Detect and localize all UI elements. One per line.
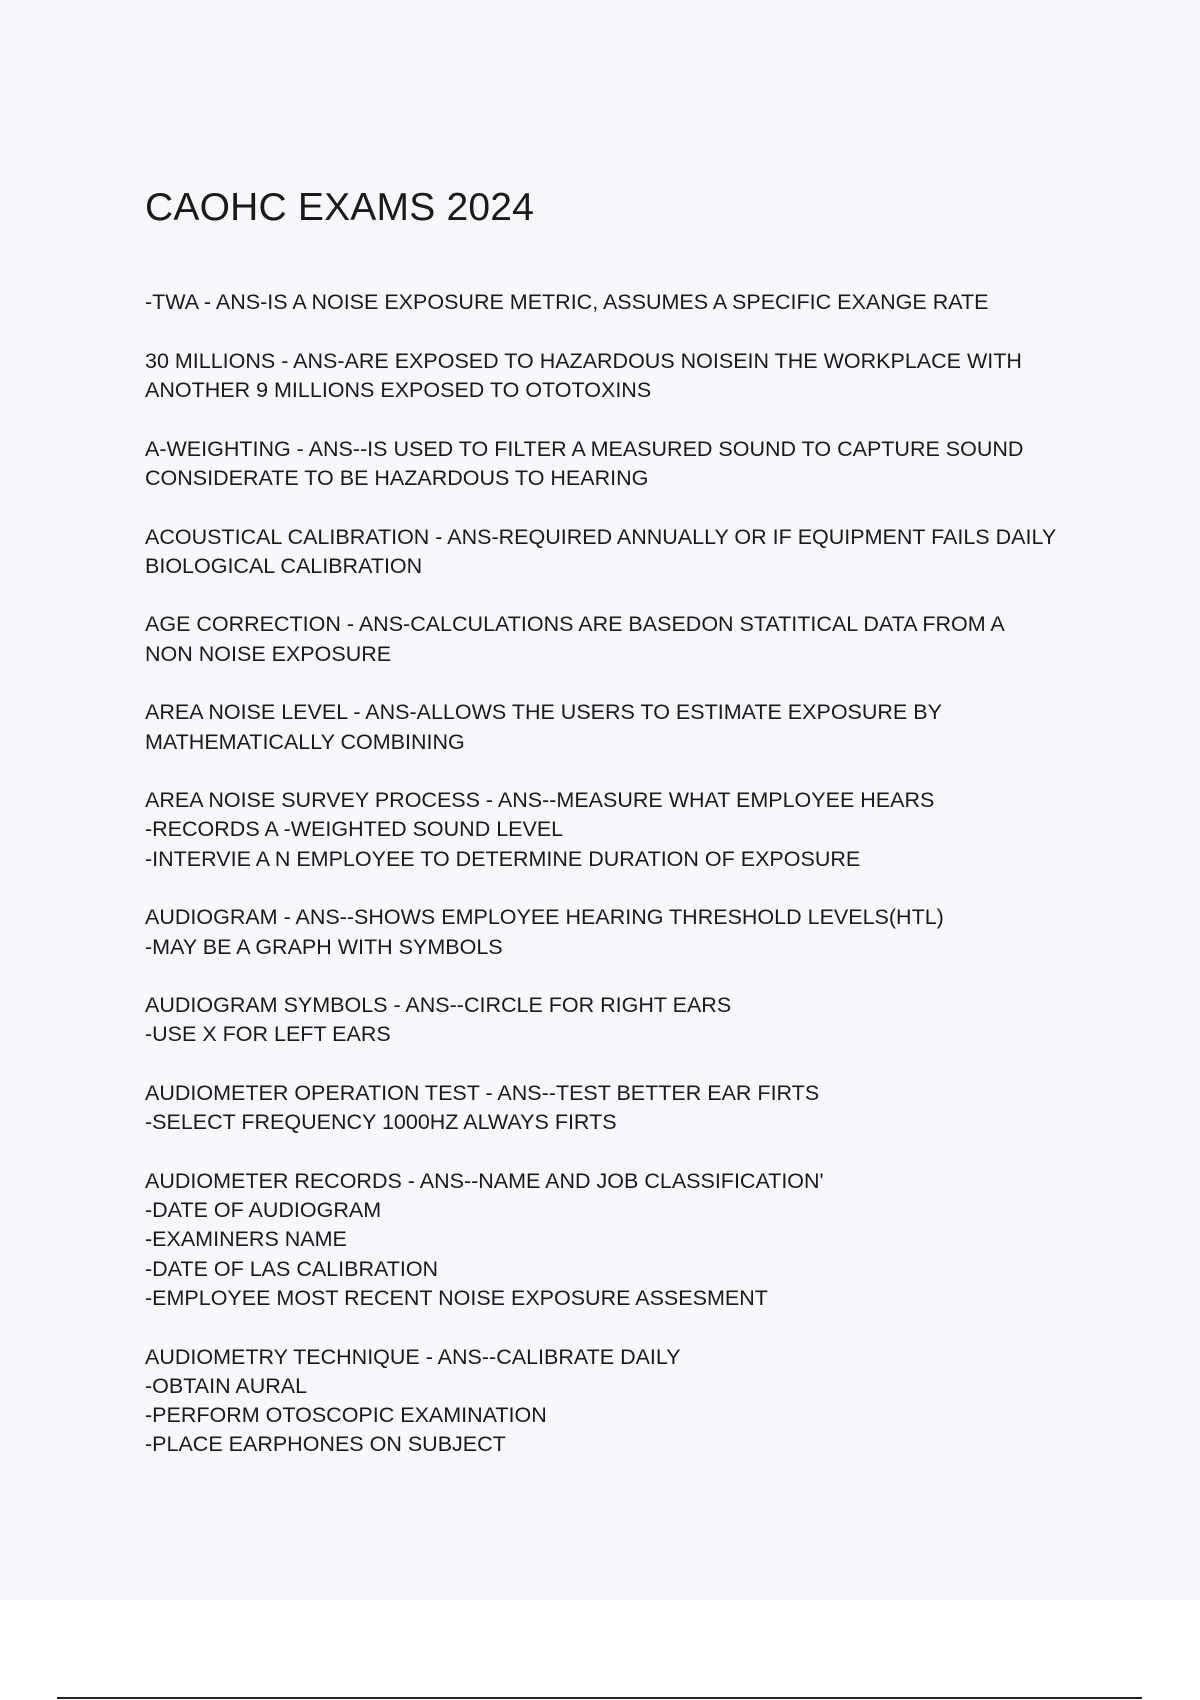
qa-entry bbox=[145, 1079, 1105, 1137]
entry-detail-line: -EMPLOYEE MOST RECENT NOISE EXPOSURE ASSESMENT bbox=[145, 1285, 768, 1310]
entry-detail-line: -USE X FOR LEFT EARS bbox=[145, 1022, 391, 1047]
qa-entry bbox=[145, 347, 1105, 405]
document-content bbox=[145, 180, 1105, 1489]
entry-detail-line: CONSIDERATE TO BE HAZARDOUS TO HEARING bbox=[145, 465, 649, 490]
qa-entry bbox=[145, 288, 1105, 317]
entry-detail-line: NON NOISE EXPOSURE bbox=[145, 641, 392, 666]
qa-entry bbox=[145, 1167, 1105, 1313]
entry-detail-line: -RECORDS A -WEIGHTED SOUND LEVEL bbox=[145, 817, 564, 842]
entry-detail-line: MATHEMATICALLY COMBINING bbox=[145, 729, 465, 754]
entry-term-line: AUDIOMETER RECORDS - ANS--NAME AND JOB CLASSIFICATION' bbox=[145, 1169, 824, 1194]
entry-term-line: AUDIOMETER OPERATION TEST - ANS--TEST BETTER EAR FIRTS bbox=[145, 1081, 820, 1106]
entry-term-line: ACOUSTICAL CALIBRATION - ANS-REQUIRED ANNUALLY OR IF EQUIPMENT FAILS DAILY bbox=[145, 524, 1057, 549]
qa-entry bbox=[145, 698, 1105, 756]
entry-detail-line: -SELECT FREQUENCY 1000HZ ALWAYS FIRTS bbox=[145, 1110, 617, 1135]
entry-term-line: AGE CORRECTION - ANS-CALCULATIONS ARE BASEDON STATITICAL DATA FROM A bbox=[145, 612, 1005, 637]
qa-entry bbox=[145, 1343, 1105, 1460]
entry-detail-line: -PERFORM OTOSCOPIC EXAMINATION bbox=[145, 1402, 547, 1427]
entry-term-line: AUDIOGRAM SYMBOLS - ANS--CIRCLE FOR RIGHT EARS bbox=[145, 993, 732, 1018]
entry-term-line: AREA NOISE LEVEL - ANS-ALLOWS THE USERS TO ESTIMATE EXPOSURE BY bbox=[145, 700, 942, 725]
entry-term-line: AUDIOGRAM - ANS--SHOWS EMPLOYEE HEARING THRESHOLD LEVELS(HTL) bbox=[145, 905, 944, 930]
entry-detail-line: -DATE OF AUDIOGRAM bbox=[145, 1198, 382, 1223]
entry-detail-line: -MAY BE A GRAPH WITH SYMBOLS bbox=[145, 934, 503, 959]
qa-entry bbox=[145, 523, 1105, 581]
qa-entry bbox=[145, 991, 1105, 1049]
qa-entry bbox=[145, 786, 1105, 874]
footer-divider bbox=[57, 1697, 1142, 1699]
entry-term-line: A-WEIGHTING - ANS--IS USED TO FILTER A MEASURED SOUND TO CAPTURE SOUND bbox=[145, 436, 1024, 461]
entry-detail-line: -OBTAIN AURAL bbox=[145, 1373, 308, 1398]
entry-detail-line: -INTERVIE A N EMPLOYEE TO DETERMINE DURATION OF EXPOSURE bbox=[145, 846, 861, 871]
entry-detail-line: -DATE OF LAS CALIBRATION bbox=[145, 1256, 439, 1281]
entry-term-line: -TWA - ANS-IS A NOISE EXPOSURE METRIC, ASSUMES A SPECIFIC EXANGE RATE bbox=[145, 290, 989, 314]
entry-detail-line: BIOLOGICAL CALIBRATION bbox=[145, 553, 423, 578]
entry-list bbox=[145, 288, 1105, 1459]
document-title: CAOHC EXAMS 2024 bbox=[145, 186, 535, 229]
qa-entry bbox=[145, 435, 1105, 493]
qa-entry bbox=[145, 903, 1105, 961]
entry-detail-line: -PLACE EARPHONES ON SUBJECT bbox=[145, 1432, 506, 1457]
entry-detail-line: -EXAMINERS NAME bbox=[145, 1227, 347, 1252]
entry-detail-line: ANOTHER 9 MILLIONS EXPOSED TO OTOTOXINS bbox=[145, 377, 652, 402]
entry-term-line: AREA NOISE SURVEY PROCESS - ANS--MEASURE WHAT EMPLOYEE HEARS bbox=[145, 788, 935, 813]
qa-entry bbox=[145, 610, 1105, 668]
entry-term-line: 30 MILLIONS - ANS-ARE EXPOSED TO HAZARDOUS NOISEIN THE WORKPLACE WITH bbox=[145, 348, 1022, 373]
entry-term-line: AUDIOMETRY TECHNIQUE - ANS--CALIBRATE DAILY bbox=[145, 1344, 681, 1369]
